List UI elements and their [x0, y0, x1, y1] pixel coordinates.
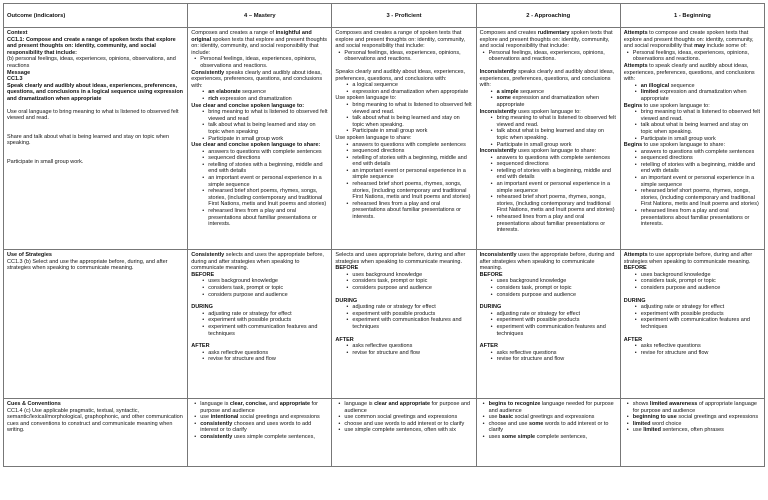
approaching-strategies-text: Inconsistently uses the appropriate before, during and after strategies when speaking to communicate meaning.: [479, 252, 615, 272]
context-row: [4, 28, 765, 250]
list-item: • experiment with possible products: [208, 317, 328, 324]
proficient-speak-text: Speaks clearly and audibly about ideas, experiences, preferences, questions, and conclusions with:: [335, 68, 466, 82]
list-item: • rehearsed lines from a play and oral presentations about familiar presentations or interests.: [208, 208, 328, 228]
list-item: • Personal feelings, ideas, experiences, opinions, observations and reactions.: [200, 56, 328, 69]
list-item: • considers purpose and audience: [641, 285, 761, 292]
list-item: • answers to questions with complete sentences: [208, 149, 328, 156]
header-approaching: 2 - Approaching: [476, 4, 620, 28]
list-item: • uses some simple complete sentences,: [489, 434, 617, 441]
proficient-context-cell: [332, 28, 476, 250]
beginning-context-text: Attempts to compose and create spoken texts that explore and present thoughts on: identity, community, and social responsibility that may include some of:: [623, 30, 754, 50]
list-item: • Participate in small group work: [497, 142, 617, 149]
beginning-share-heading: Begins to use spoken language to share:: [623, 142, 726, 149]
list-item: • bring meaning to what is listened to observed felt viewed and read.: [497, 115, 617, 128]
approaching-share-heading: Inconsistently uses spoken language to share:: [479, 148, 597, 155]
list-item: • considers purpose and audience: [497, 292, 617, 299]
rubric-table: [3, 3, 765, 467]
list-item: • Participate in small group work: [352, 128, 472, 135]
list-item: • rehearsed lines from a play and oral presentations about familiar presentations or interests.: [497, 214, 617, 234]
proficient-context-text: Composes and creates a range of spoken texts that explore and present thoughts on: identity, community, and social responsibility that include:: [335, 30, 466, 50]
list-item: • talk about what is being learned and stay on topic when speaking.: [352, 115, 472, 128]
list-item: • rehearsed lines from a play and oral presentations about familiar presentations or interests.: [352, 201, 472, 221]
list-item: • asks reflective questions: [641, 343, 761, 350]
list-item: • rehearsed brief short poems, rhymes, songs, stories, (including contemporary and traditional First Nations, metis and Inuit poems and stories): [497, 194, 617, 214]
list-item: • experiment with communication features and techniques: [352, 317, 472, 330]
beginning-context-cell: [620, 28, 764, 250]
mastery-oral-heading: Use clear and concise spoken language to:: [191, 102, 305, 109]
beginning-oral-heading: Begins to use spoken language to:: [623, 102, 710, 109]
list-item: • considers purpose and audience: [208, 292, 328, 299]
list-item: • use limited sentences, often phrases: [633, 427, 761, 434]
list-item: • bring meaning to what is listened to observed felt viewed and read: [208, 109, 328, 122]
mastery-context-text: Composes and creates a range of insightful and original spoken texts that explore and present thoughts on: identity, community, and social responsibility that include:: [191, 30, 327, 56]
list-item: • asks reflective questions: [352, 343, 472, 350]
list-item: • Participate in small group work: [208, 136, 328, 143]
list-item: • an important event or personal experience in a simple sequence: [497, 181, 617, 194]
cues-row: [4, 399, 765, 467]
approaching-context-text: Composes and creates rudimentary spoken texts that explore and present thoughts on: identity, community, and social responsibility that include:: [479, 30, 613, 50]
list-item: • rehearsed lines from a play and oral presentations about familiar presentations or interests.: [641, 208, 761, 228]
mastery-strategies-text: Consistently selects and uses the appropriate before, during and after strategies when speaking to communicate meaning.: [191, 252, 324, 272]
list-item: • limited expression and dramatization when appropriate: [641, 89, 761, 102]
list-item: • uses background knowledge: [208, 278, 328, 285]
list-item: • asks reflective questions: [208, 350, 328, 357]
before-label: BEFORE: [335, 265, 359, 272]
header-mastery: 4 – Mastery: [188, 4, 332, 28]
participate-outcome: Participate in small group work.: [7, 158, 84, 165]
list-item: • rich expression and dramatization: [208, 96, 328, 103]
list-item: • retelling of stories with a beginning, middle and end with details: [208, 162, 328, 175]
list-item: • revise for structure and flow: [497, 356, 617, 363]
list-item: • sequenced directions: [497, 161, 617, 168]
after-label: AFTER: [623, 336, 643, 343]
list-item: • Personal feelings, ideas, experiences, opinions, observations and reactions.: [344, 50, 472, 63]
list-item: • shows limited awareness of appropriate language for purpose and audience: [633, 401, 761, 414]
outcome-cues-cell: [4, 399, 188, 467]
proficient-share-heading: Use spoken language to share:: [335, 134, 412, 141]
during-label: DURING: [623, 297, 646, 304]
list-item: • limited word choice: [633, 421, 761, 428]
outcome-context-cell: [4, 28, 188, 250]
list-item: • experiment with possible products: [497, 317, 617, 324]
mastery-speak-text: Consistently speaks clearly and audibly about ideas, experiences, preferences, questions, and conclusions with:: [191, 69, 323, 89]
list-item: • retelling of stories with a beginning, middle and end with details: [497, 168, 617, 181]
context-title: Context: [7, 30, 28, 36]
list-item: • adjusting rate or strategy for effect: [352, 304, 472, 311]
mastery-strategies-cell: [188, 250, 332, 399]
list-item: • language is clear and appropriate for purpose and audience: [344, 401, 472, 414]
list-item: • considers purpose and audience: [352, 285, 472, 292]
list-item: • Personal feelings, ideas, experiences, opinions, observations and reactions.: [489, 50, 617, 63]
list-item: • some expression and dramatization when appropriate: [497, 95, 617, 108]
before-label: BEFORE: [623, 265, 647, 272]
list-item: • uses background knowledge: [352, 272, 472, 279]
list-item: • rehearsed brief short poems, rhymes, songs, stories, (including contemporary and traditional First Nations, metis and Inuit poems and stories): [641, 188, 761, 208]
oral-language-outcome: Use oral language to bring meaning to what is listened to observed felt viewed and read.: [7, 108, 179, 122]
list-item: • rehearsed brief short poems, rhymes, songs, stories, (including contemporary and traditional First Nations, metis and Inuit poems and stories): [352, 181, 472, 201]
list-item: • rehearsed brief short poems, rhymes, songs, stories, (including contemporary and traditional First Nations, metis and Inuit poems and stories): [208, 188, 328, 208]
outcome-strategies-cell: [4, 250, 188, 399]
approaching-speak-text: Inconsistently speaks clearly and audibly about ideas, experiences, preferences, questions, and conclusions with:: [479, 68, 615, 89]
list-item: • experiment with communication features and techniques: [641, 317, 761, 330]
list-item: • sequenced directions: [208, 155, 328, 162]
list-item: • choose and use some words to add interest or to clarify: [489, 421, 617, 434]
cues-title: Cues & Conventions: [7, 401, 61, 407]
list-item: • revise for structure and flow: [352, 350, 472, 357]
list-item: • use basic social greetings and expressions: [489, 414, 617, 421]
list-item: • beginning to use social greetings and expressions: [633, 414, 761, 421]
list-item: • retelling of stories with a beginning, middle and end with details: [641, 162, 761, 175]
list-item: • talk about what is being learned and stay on topic when speaking: [208, 122, 328, 135]
strategies-title: Use of Strategies: [7, 252, 52, 258]
header-proficient: 3 - Proficient: [332, 4, 476, 28]
list-item: • experiment with communication features and techniques: [497, 324, 617, 337]
approaching-context-cell: [476, 28, 620, 250]
list-item: • answers to questions with complete sentences: [352, 142, 472, 149]
list-item: • use common social greetings and expressions: [344, 414, 472, 421]
message-title: Message: [7, 69, 31, 76]
list-item: • sequenced directions: [641, 155, 761, 162]
list-item: • revise for structure and flow: [208, 356, 328, 363]
list-item: • bring meaning to what is listened to observed felt viewed and read.: [641, 109, 761, 122]
list-item: • an important event or personal experience in a simple sequence: [352, 168, 472, 181]
after-label: AFTER: [191, 343, 210, 350]
during-label: DURING: [479, 304, 502, 311]
before-label: BEFORE: [191, 271, 215, 278]
list-item: • choose and use words to add interest or to clarify: [344, 421, 472, 428]
proficient-oral-heading: Use spoken language to:: [335, 95, 397, 102]
list-item: • uses background knowledge: [497, 278, 617, 285]
list-item: • talk about what is being learned and stay on topic when speaking.: [497, 128, 617, 141]
list-item: • language is clear, concise, and appropriate for purpose and audience: [200, 401, 328, 414]
proficient-cues-cell: [332, 399, 476, 467]
list-item: • revise for structure and flow: [641, 350, 761, 357]
list-item: • use intentional social greetings and expressions: [200, 414, 328, 421]
list-item: • an illogical sequence: [641, 83, 761, 90]
list-item: • expression and dramatization when appropriate: [352, 89, 472, 96]
list-item: • adjusting rate or strategy for effect: [497, 311, 617, 318]
beginning-cues-cell: [620, 399, 764, 467]
list-item: • considers task, prompt or topic: [208, 285, 328, 292]
proficient-strategies-cell: [332, 250, 476, 399]
list-item: • consistently chooses and uses words to add interest or to clarify: [200, 421, 328, 434]
list-item: • a logical sequence: [352, 82, 472, 89]
cues-text: CC1.4 (c) Use applicable pragmatic, textual, syntactic, semantic/lexical/morphological, graphophonic, and other communication cues and conventions to construct and communicate meaning when writing.: [7, 407, 183, 434]
list-item: • considers task, prompt or topic: [641, 278, 761, 285]
list-item: • Personal feelings, ideas, experiences, opinions, observations and reactions.: [633, 50, 761, 63]
list-item: • answers to questions with complete sentences: [497, 155, 617, 162]
list-item: • an important event or personal experience in a simple sequence: [208, 175, 328, 188]
approaching-strategies-cell: [476, 250, 620, 399]
approaching-cues-cell: [476, 399, 620, 467]
beginning-strategies-text: Attempts to use appropriate before, during and after strategies when speaking to communicate meaning.: [623, 252, 753, 265]
header-row: [4, 4, 765, 28]
list-item: • adjusting rate or strategy for effect: [208, 311, 328, 318]
context-sub: (b) personal feelings, ideas, experiences, opinions, observations, and reactions: [7, 56, 176, 69]
strategies-row: [4, 250, 765, 399]
during-label: DURING: [191, 304, 213, 311]
list-item: • sequenced directions: [352, 148, 472, 155]
list-item: • uses background knowledge: [641, 272, 761, 279]
mastery-context-cell: [188, 28, 332, 250]
after-label: AFTER: [335, 336, 354, 343]
proficient-strategies-text: Selects and uses appropriate before, during and after strategies when speaking to communicate meaning.: [335, 252, 466, 265]
mastery-cues-cell: [188, 399, 332, 467]
approaching-oral-heading: Inconsistently uses spoken language to:: [479, 108, 581, 115]
list-item: • talk about what is being learned and stay on topic when speaking.: [641, 122, 761, 135]
list-item: • retelling of stories with a beginning, middle and end with details: [352, 155, 472, 168]
beginning-speak-text: Attempts to speak clearly and audibly about ideas, experiences, preferences, questions, and conclusions with:: [623, 62, 755, 83]
list-item: • begins to recognize language needed for purpose and audience: [489, 401, 617, 414]
context-code: CC1.1: Compose and create a range of spoken texts that explore and present thoughts on: identity, community, and social responsibility that include:: [7, 36, 176, 56]
list-item: • use simple complete sentences, often with six: [344, 427, 472, 434]
list-item: • bring meaning to what is listened to observed felt viewed and read.: [352, 102, 472, 115]
list-item: • asks reflective questions: [497, 350, 617, 357]
before-label: BEFORE: [479, 271, 503, 278]
header-beginning: 1 - Beginning: [620, 4, 764, 28]
beginning-strategies-cell: [620, 250, 764, 399]
list-item: • adjusting rate or strategy for effect: [641, 304, 761, 311]
after-label: AFTER: [479, 343, 498, 350]
list-item: • a simple sequence: [497, 89, 617, 96]
list-item: • Participate in small group work: [641, 136, 761, 143]
list-item: • an important event or personal experience in a simple sequence: [641, 175, 761, 188]
list-item: • considers task, prompt or topic: [352, 278, 472, 285]
list-item: • answers to questions with complete sentences: [641, 149, 761, 156]
header-outcome: Outcome (indicators): [4, 4, 188, 28]
list-item: • experiment with possible products: [641, 311, 761, 318]
message-speak: Speak clearly and audibly about ideas, experiences, preferences, questions, and conclusions in a logical sequence using expression and dramatization when appropriate: [7, 82, 184, 102]
list-item: • an elaborate sequence: [208, 89, 328, 96]
message-code: CC1.3: [7, 76, 23, 83]
list-item: • consistently uses simple complete sentences,: [200, 434, 328, 441]
during-label: DURING: [335, 297, 358, 304]
mastery-share-heading: Use clear and concise spoken language to share:: [191, 142, 321, 149]
share-outcome: Share and talk about what is being learned and stay on topic when speaking.: [7, 133, 170, 147]
list-item: • experiment with communication features and techniques: [208, 324, 328, 337]
list-item: • experiment with possible products: [352, 311, 472, 318]
list-item: • considers task, prompt or topic: [497, 285, 617, 292]
strategies-text: CC1.3 (b) Select and use the appropriate before, during, and after strategies when speaking to communicate meaning.: [7, 258, 168, 272]
